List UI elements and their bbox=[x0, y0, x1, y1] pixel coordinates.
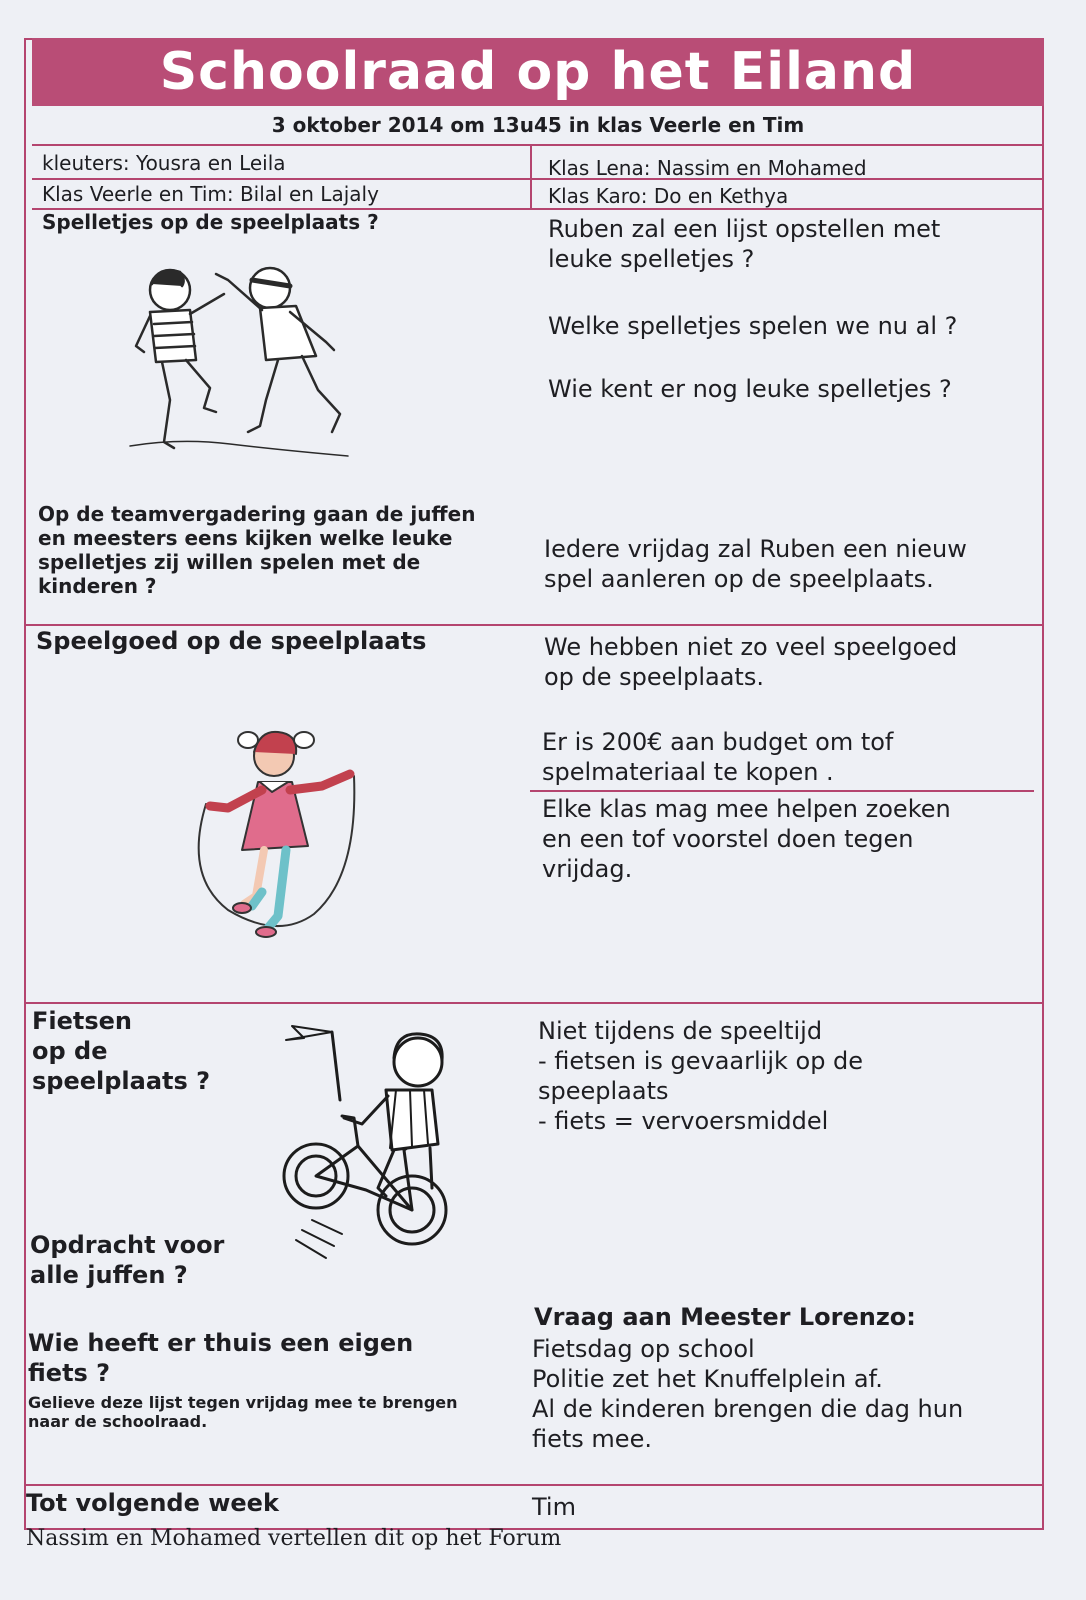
games-current: Welke spelletjes spelen we nu al ? bbox=[548, 312, 958, 340]
games-every-friday: Iedere vrijdag zal Ruben een nieuw spel aanleren op de speelplaats. bbox=[544, 535, 967, 593]
footer-note: Nassim en Mohamed vertellen dit op het Forum bbox=[26, 1526, 562, 1551]
divider bbox=[24, 1484, 1044, 1486]
games-who-knows: Wie kent er nog leuke spelletjes ? bbox=[548, 375, 952, 403]
bikes-task-heading: Opdracht voor alle juffen ? bbox=[30, 1231, 225, 1289]
bikes-question-heading: Wie heeft er thuis een eigen fiets ? bbox=[28, 1329, 414, 1387]
bikes-not-during-break: Niet tijdens de speeltijd - fietsen is gevaarlijk op de speeplaats - fiets = vervoersmiddel bbox=[538, 1017, 864, 1135]
closing-left: Tot volgende week bbox=[26, 1489, 279, 1517]
closing-signature: Tim bbox=[532, 1493, 576, 1521]
games-ruben-list: Ruben zal een lijst opstellen met leuke spelletjes ? bbox=[548, 215, 941, 273]
column-divider bbox=[530, 144, 532, 208]
divider bbox=[24, 1002, 1044, 1004]
attendee-kleuters: kleuters: Yousra en Leila bbox=[42, 151, 286, 175]
page-title: Schoolraad op het Eiland bbox=[32, 38, 1044, 106]
attendee-klas-veerle-tim: Klas Veerle en Tim: Bilal en Lajaly bbox=[42, 182, 379, 206]
attendee-klas-lena: Klas Lena: Nassim en Mohamed bbox=[548, 156, 867, 180]
children-playing-icon bbox=[120, 250, 360, 482]
bikes-request-heading: Vraag aan Meester Lorenzo: bbox=[534, 1303, 916, 1331]
divider bbox=[32, 144, 1044, 146]
divider bbox=[32, 178, 1044, 180]
section-toys-heading: Speelgoed op de speelplaats bbox=[36, 627, 427, 655]
toys-budget: Er is 200€ aan budget om tof spelmateriaal te kopen . bbox=[542, 728, 894, 786]
games-team-meeting-note: Op de teamvergadering gaan de juffen en meesters eens kijken welke leuke spelletjes zij willen spelen met de kinderen ? bbox=[38, 502, 476, 598]
bikes-question-note: Gelieve deze lijst tegen vrijdag mee te brengen naar de schoolraad. bbox=[28, 1393, 458, 1431]
divider bbox=[530, 790, 1034, 792]
section-games-heading: Spelletjes op de speelplaats ? bbox=[42, 210, 379, 234]
attendee-klas-karo: Klas Karo: Do en Kethya bbox=[548, 184, 789, 208]
toys-not-much: We hebben niet zo veel speelgoed op de speelplaats. bbox=[544, 633, 958, 691]
meeting-subtitle: 3 oktober 2014 om 13u45 in klas Veerle en Tim bbox=[271, 113, 805, 137]
jump-rope-girl-icon bbox=[188, 726, 374, 958]
bicycle-kid-icon bbox=[282, 1020, 472, 1280]
toys-each-class: Elke klas mag mee helpen zoeken en een tof voorstel doen tegen vrijdag. bbox=[542, 795, 951, 883]
bikes-bike-day: Fietsdag op school Politie zet het Knuffelplein af. Al de kinderen brengen die dag hun fiets mee. bbox=[532, 1335, 964, 1453]
section-bikes-heading: Fietsen op de speelplaats ? bbox=[32, 1007, 211, 1095]
